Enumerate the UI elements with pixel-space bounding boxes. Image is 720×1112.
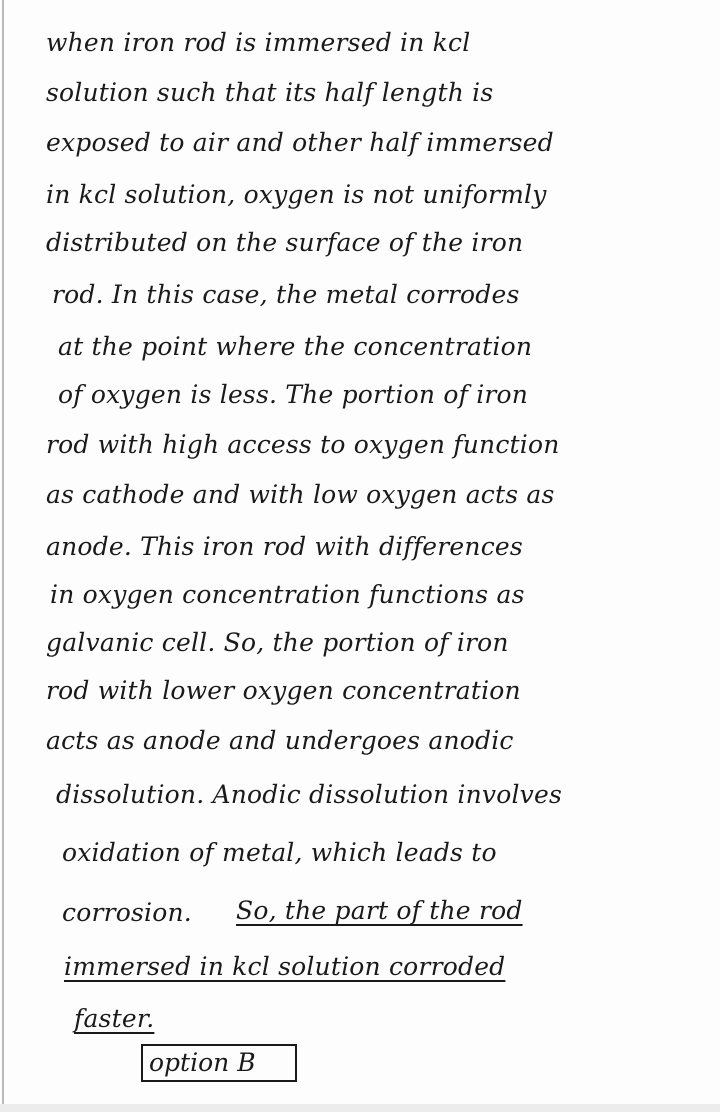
conclusion-line-3: faster.: [74, 1004, 155, 1033]
text-line-16: dissolution. Anodic dissolution involves: [56, 780, 563, 809]
text-line-1: when iron rod is immersed in kcl: [46, 28, 471, 57]
text-line-8: of oxygen is less. The portion of iron: [58, 380, 529, 409]
text-line-15: acts as anode and undergoes anodic: [46, 726, 514, 755]
text-line-13: galvanic cell. So, the portion of iron: [46, 628, 509, 657]
text-line-17: oxidation of metal, which leads to: [62, 838, 497, 867]
page-bottom-edge: [0, 1104, 720, 1112]
conclusion-line-1: So, the part of the rod: [236, 896, 523, 925]
text-line-6: rod. In this case, the metal corrodes: [52, 280, 520, 309]
text-line-14: rod with lower oxygen concentration: [46, 676, 521, 705]
text-line-2: solution such that its half length is: [46, 78, 494, 107]
text-line-11: anode. This iron rod with differences: [46, 532, 523, 561]
text-line-9: rod with high access to oxygen function: [46, 430, 560, 459]
text-line-4: in kcl solution, oxygen is not uniformly: [46, 180, 547, 209]
text-line-5: distributed on the surface of the iron: [46, 228, 524, 257]
answer-box: option B: [141, 1044, 297, 1082]
conclusion-line-2: immersed in kcl solution corroded: [64, 952, 506, 981]
page-margin-line: [2, 0, 4, 1112]
text-line-3: exposed to air and other half immersed: [46, 128, 554, 157]
text-line-10: as cathode and with low oxygen acts as: [46, 480, 555, 509]
text-line-18: corrosion.: [62, 898, 192, 927]
text-line-7: at the point where the concentration: [58, 332, 533, 361]
text-line-12: in oxygen concentration functions as: [50, 580, 525, 609]
